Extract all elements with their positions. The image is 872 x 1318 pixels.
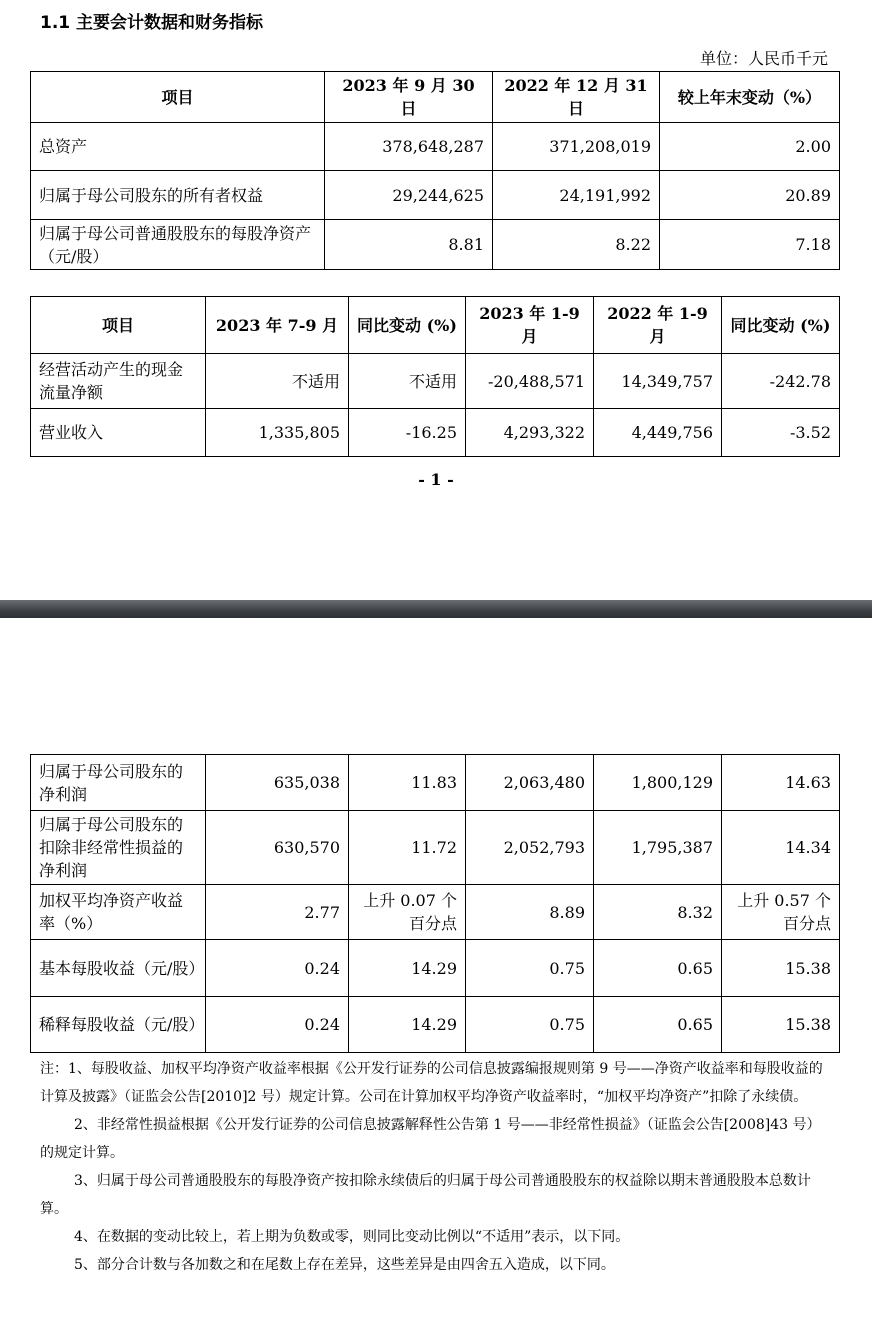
cell-value: 7.18 <box>660 220 840 270</box>
cell-value: 20.89 <box>660 171 840 220</box>
row-label: 归属于母公司股东的扣除非经常性损益的净利润 <box>31 811 206 885</box>
note-4: 4、在数据的变动比较上，若上期为负数或零，则同比变动比例以“不适用”表示，以下同。 <box>74 1229 630 1245</box>
cell-value: -242.78 <box>722 354 840 409</box>
row-label: 稀释每股收益（元/股） <box>31 997 206 1053</box>
cell-value: 2,052,793 <box>466 811 594 885</box>
cell-value: 0.65 <box>594 940 722 997</box>
header-change: 较上年末变动（%） <box>660 72 840 123</box>
table-row <box>31 940 840 997</box>
header-date-2023: 2023 年 9 月 30 日 <box>325 72 493 123</box>
table-row <box>31 220 840 270</box>
table-row <box>31 354 840 409</box>
row-label: 加权平均净资产收益率（%） <box>31 885 206 940</box>
row-label: 经营活动产生的现金流量净额 <box>31 354 206 409</box>
cell-value: 14,349,757 <box>594 354 722 409</box>
section-title: 1.1 主要会计数据和财务指标 <box>40 13 264 33</box>
row-label: 基本每股收益（元/股） <box>31 940 206 997</box>
table-header-row <box>31 297 840 354</box>
header-date-2022: 2022 年 12 月 31 日 <box>493 72 660 123</box>
page-separator <box>0 600 872 618</box>
cell-value: 24,191,992 <box>493 171 660 220</box>
cell-value: 2.00 <box>660 123 840 171</box>
header-item: 项目 <box>31 72 325 123</box>
table-row <box>31 755 840 811</box>
table-row <box>31 409 840 457</box>
cell-value: 371,208,019 <box>493 123 660 171</box>
cell-value: 15.38 <box>722 997 840 1053</box>
cell-value: 1,800,129 <box>594 755 722 811</box>
header-yoy-q3: 同比变动 (%) <box>349 297 466 354</box>
cell-value: 8.89 <box>466 885 594 940</box>
table-header-row <box>31 72 840 123</box>
note-1: 注：1、每股收益、加权平均净资产收益率根据《公开发行证券的公司信息披露编报规则第 9 号——净资产收益率和每股收益的计算及披露》（证监会公告[2010]2 号）规定计算。公司在计算加权平均净资产收益率时，“加权平均净资产”扣除了永续债。 <box>40 1061 823 1105</box>
cell-value: 14.29 <box>349 997 466 1053</box>
header-ytd-2023: 2023 年 1-9 月 <box>466 297 594 354</box>
table-row <box>31 123 840 171</box>
cell-value: 1,335,805 <box>206 409 349 457</box>
income-table-continued <box>30 754 840 1053</box>
table-row <box>31 171 840 220</box>
cell-value: 0.24 <box>206 997 349 1053</box>
cell-value: 635,038 <box>206 755 349 811</box>
cell-value: 0.75 <box>466 940 594 997</box>
cell-value: 0.75 <box>466 997 594 1053</box>
cell-value: 0.65 <box>594 997 722 1053</box>
footnotes <box>40 1055 832 1279</box>
header-q3-2023: 2023 年 7-9 月 <box>206 297 349 354</box>
cell-value: 15.38 <box>722 940 840 997</box>
cell-value: 1,795,387 <box>594 811 722 885</box>
cell-value: 14.63 <box>722 755 840 811</box>
note-3: 3、归属于母公司普通股股东的每股净资产按扣除永续债后的归属于母公司普通股股东的权益除以期末普通股股本总数计算。 <box>40 1173 811 1217</box>
cell-value: 2,063,480 <box>466 755 594 811</box>
cell-value: 2.77 <box>206 885 349 940</box>
currency-unit: 单位：人民币千元 <box>699 49 828 68</box>
page-number: - 1 - <box>418 470 454 489</box>
cell-value: 14.34 <box>722 811 840 885</box>
income-table <box>30 296 840 457</box>
note-2: 2、非经常性损益根据《公开发行证券的公司信息披露解释性公告第 1 号——非经常性损益》（证监会公告[2008]43 号）的规定计算。 <box>40 1117 821 1161</box>
cell-value: 11.72 <box>349 811 466 885</box>
header-yoy-ytd: 同比变动 (%) <box>722 297 840 354</box>
cell-value: -3.52 <box>722 409 840 457</box>
header-item: 项目 <box>31 297 206 354</box>
cell-value: 不适用 <box>349 354 466 409</box>
note-5: 5、部分合计数与各加数之和在尾数上存在差异，这些差异是由四舍五入造成，以下同。 <box>74 1257 615 1273</box>
cell-value: 0.24 <box>206 940 349 997</box>
cell-value: 378,648,287 <box>325 123 493 171</box>
header-ytd-2022: 2022 年 1-9 月 <box>594 297 722 354</box>
cell-value: 8.32 <box>594 885 722 940</box>
cell-value: 11.83 <box>349 755 466 811</box>
cell-value: -20,488,571 <box>466 354 594 409</box>
cell-value: 上升 0.57 个百分点 <box>722 885 840 940</box>
row-label: 营业收入 <box>31 409 206 457</box>
row-label: 归属于母公司股东的净利润 <box>31 755 206 811</box>
cell-value: 上升 0.07 个百分点 <box>349 885 466 940</box>
row-label: 归属于母公司普通股股东的每股净资产（元/股） <box>31 220 325 270</box>
cell-value: 630,570 <box>206 811 349 885</box>
cell-value: 4,293,322 <box>466 409 594 457</box>
cell-value: 不适用 <box>206 354 349 409</box>
cell-value: 29,244,625 <box>325 171 493 220</box>
table-row <box>31 811 840 885</box>
cell-value: 4,449,756 <box>594 409 722 457</box>
balance-table <box>30 71 840 270</box>
cell-value: 8.81 <box>325 220 493 270</box>
table-row <box>31 885 840 940</box>
cell-value: 14.29 <box>349 940 466 997</box>
cell-value: 8.22 <box>493 220 660 270</box>
row-label: 归属于母公司股东的所有者权益 <box>31 171 325 220</box>
table-row <box>31 997 840 1053</box>
cell-value: -16.25 <box>349 409 466 457</box>
row-label: 总资产 <box>31 123 325 171</box>
